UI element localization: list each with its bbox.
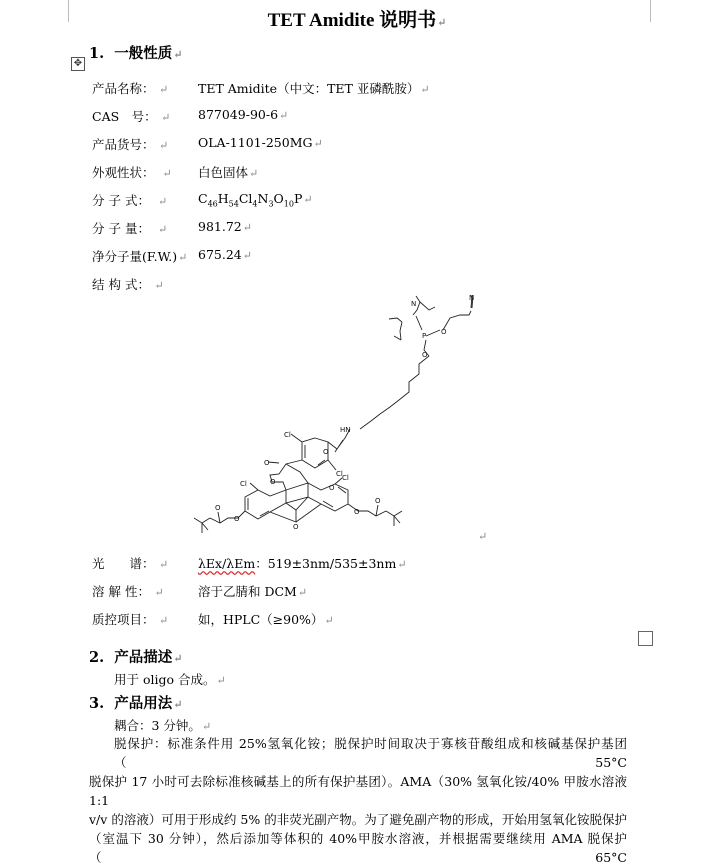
- deprotection-line-1: 脱保护：标准条件用 25%氢氧化铵；脱保护时间取决于寡核苷酸组成和核碱基保护基团（55°C: [114, 736, 627, 770]
- deprotection-line-3: v/v 的溶液）可用于形成约 5% 的非荧光副产物。为了避免副产物的形成，开始用氢氧化铵脱保护: [89, 812, 627, 827]
- svg-text:Cl: Cl: [284, 431, 291, 439]
- label-catalog-number: 产品货号： ↵: [92, 137, 169, 152]
- section-2-text: 用于 oligo 合成。↵: [114, 672, 226, 687]
- svg-text:O: O: [354, 508, 360, 516]
- label-solubility: 溶 解 性： ↵: [92, 584, 164, 599]
- label-appearance: 外观性状： ↵: [92, 165, 172, 180]
- value-spectrum: λEx/λEm：519±3nm/535±3nm↵: [198, 556, 407, 571]
- table-move-handle-icon[interactable]: ✥: [71, 57, 85, 71]
- svg-text:O: O: [375, 497, 381, 505]
- svg-text:O: O: [441, 328, 447, 336]
- deprotection-line-2: 脱保护 17 小时可去除标准核碱基上的所有保护基团）。AMA（30% 氢氧化铵/40% 甲胺水溶液 1:1: [89, 774, 627, 808]
- svg-text:N: N: [411, 300, 417, 308]
- svg-text:Cl: Cl: [342, 474, 349, 482]
- section-1-heading: 1. 一般性质↵: [89, 45, 183, 62]
- svg-text:O: O: [215, 504, 221, 512]
- value-solubility: 溶于乙腈和 DCM↵: [198, 584, 308, 599]
- svg-text:O: O: [329, 484, 335, 492]
- value-molecular-formula: $C_{46}H_{54}Cl_4N_3O_{10}P↵$: [198, 191, 313, 209]
- svg-text:Cl: Cl: [336, 470, 343, 478]
- label-product-name: 产品名称： ↵: [92, 81, 169, 96]
- label-molecular-weight: 分 子 量： ↵: [92, 221, 168, 236]
- svg-text:O: O: [323, 448, 329, 456]
- value-cas: 877049-90-6↵: [198, 107, 289, 122]
- svg-text:HN: HN: [340, 426, 351, 434]
- chemical-structure-image: [190, 290, 490, 545]
- value-qc-items: 如，HPLC（≥90%）↵: [198, 612, 334, 627]
- svg-text:O: O: [264, 459, 270, 467]
- value-net-molecular-weight: 675.24↵: [198, 247, 252, 262]
- table-resize-handle[interactable]: [638, 631, 653, 646]
- value-catalog-number: OLA-1101-250MG↵: [198, 135, 323, 150]
- margin-mark: [650, 0, 671, 22]
- label-net-molecular-weight: 净分子量(F.W.)↵: [92, 249, 188, 264]
- label-qc-items: 质控项目： ↵: [92, 612, 169, 627]
- section-3-heading: 3. 产品用法↵: [89, 695, 183, 712]
- svg-text:Cl: Cl: [240, 480, 247, 488]
- label-molecular-formula: 分 子 式： ↵: [92, 193, 168, 208]
- value-appearance: 白色固体↵: [198, 165, 259, 180]
- deprotection-line-4: （室温下 30 分钟），然后添加等体积的 40%甲胺水溶液，并根据需要继续用 AMA 脱保护（65°C: [89, 831, 627, 865]
- value-molecular-weight: 981.72↵: [198, 219, 252, 234]
- deprotection-paragraph: [89, 734, 627, 867]
- svg-text:O: O: [270, 478, 276, 486]
- coupling-text: 耦合：3 分钟。↵: [114, 718, 212, 733]
- margin-mark: [48, 0, 69, 22]
- label-structure: 结 构 式： ↵: [92, 277, 164, 292]
- svg-text:N: N: [469, 294, 475, 302]
- svg-text:O: O: [422, 351, 428, 359]
- svg-text:O: O: [234, 515, 240, 523]
- section-2-heading: 2. 产品描述↵: [89, 649, 183, 666]
- svg-text:O: O: [293, 523, 299, 531]
- svg-text:P: P: [422, 332, 427, 340]
- value-product-name: TET Amidite（中文：TET 亚磷酰胺）↵: [198, 81, 430, 96]
- document-title: TET Amidite 说明书↵: [267, 10, 447, 31]
- label-spectrum: 光 谱： ↵: [92, 556, 169, 571]
- paragraph-mark: ↵: [478, 530, 488, 543]
- label-cas: CAS 号： ↵: [92, 109, 171, 124]
